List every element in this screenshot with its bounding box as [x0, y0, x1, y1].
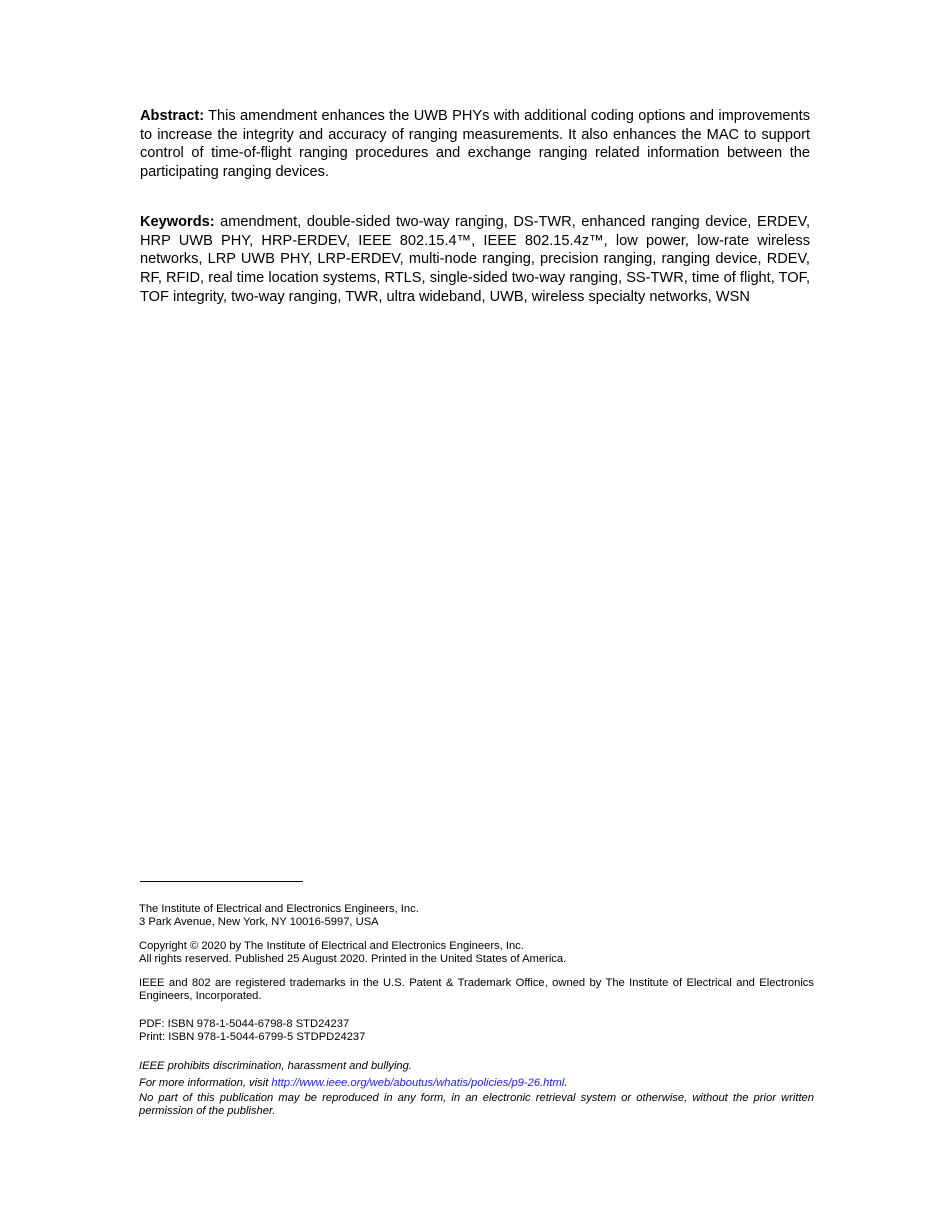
- reproduction-text: No part of this publication may be reproduced in any form, in an electronic retrieval system or otherwise, without the prior written permission of the publisher.: [139, 1092, 814, 1118]
- abstract-paragraph: [140, 107, 810, 182]
- policy-link[interactable]: http://www.ieee.org/web/aboutus/whatis/policies/p9-26.html: [271, 1077, 565, 1089]
- abstract-text: This amendment enhances the UWB PHYs with additional coding options and improvements to increase the integrity and accuracy of ranging measurements. It also enhances the MAC to support control of time-of-flight ranging procedures and exchange ranging related information between the participating ranging devices.: [140, 108, 810, 181]
- trademark-notice: [139, 977, 814, 1003]
- more-info-line: [139, 1077, 814, 1090]
- keywords-text: amendment, double-sided two-way ranging, DS-TWR, enhanced ranging device, ERDEV, HRP UWB PHY, HRP-ERDEV, IEEE 802.15.4™, IEEE 802.15.4z™, low power, low-rate wireless networks, LRP UWB PHY, LRP-ERDEV, multi-node ranging, precision ranging, ranging device, RDEV, RF, RFID, real time location systems, RTLS, single-sided two-way ranging, SS-TWR, time of flight, TOF, TOF integrity, two-way ranging, TWR, ultra wideband, UWB, wireless specialty networks, WSN: [140, 214, 810, 305]
- publisher-name: The Institute of Electrical and Electronics Engineers, Inc.: [139, 903, 419, 915]
- publisher-street-address: 3 Park Avenue, New York, NY 10016-5997, USA: [139, 916, 379, 929]
- policy-statement: [139, 1060, 814, 1073]
- abstract-label: Abstract:: [140, 108, 205, 124]
- pdf-isbn: PDF: ISBN 978-1-5044-6798-8 STD24237: [139, 1018, 350, 1030]
- reproduction-notice: [139, 1092, 814, 1118]
- publisher-address: [139, 903, 814, 929]
- rights-line: All rights reserved. Published 25 August 2020. Printed in the United States of America.: [139, 953, 567, 966]
- more-info-suffix: .: [564, 1077, 568, 1089]
- isbn-block: [139, 1018, 814, 1044]
- trademark-text: IEEE and 802 are registered trademarks in the U.S. Patent & Trademark Office, owned by The Institute of Electrical and Electronics Engineers, Incorporated.: [139, 977, 814, 1003]
- footnote-divider: [140, 881, 303, 882]
- copyright-line: Copyright © 2020 by The Institute of Electrical and Electronics Engineers, Inc.: [139, 940, 524, 952]
- policy-line: IEEE prohibits discrimination, harassment and bullying.: [139, 1060, 412, 1072]
- print-isbn: Print: ISBN 978-1-5044-6799-5 STDPD24237: [139, 1031, 366, 1044]
- keywords-paragraph: [140, 213, 810, 307]
- more-info-prefix: For more information, visit: [139, 1077, 272, 1089]
- copyright-notice: [139, 940, 814, 966]
- keywords-label: Keywords:: [140, 214, 215, 230]
